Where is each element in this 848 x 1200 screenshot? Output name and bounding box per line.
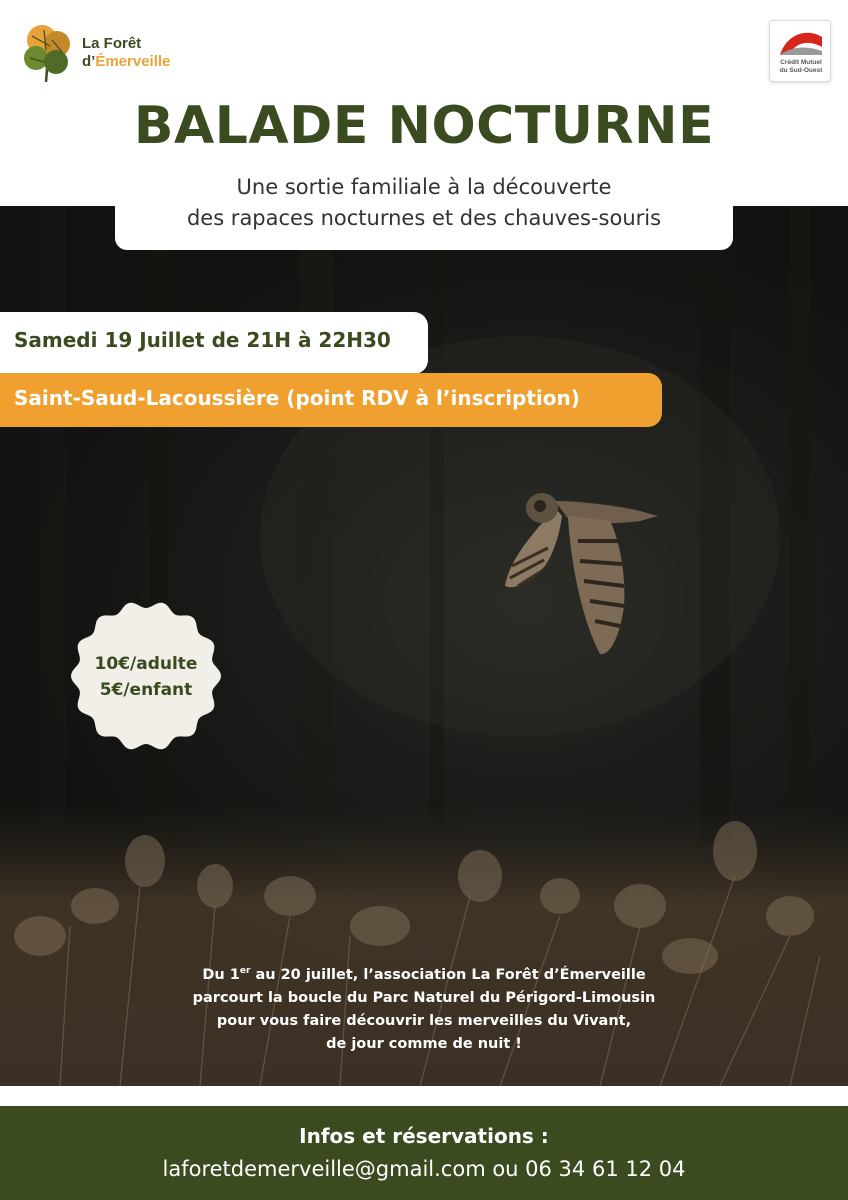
desc-line2: parcourt la boucle du Parc Naturel du Périgord-Limousin bbox=[192, 989, 656, 1006]
tree-leaf-logo-icon bbox=[22, 22, 74, 84]
desc-line1: au 20 juillet, l’association La Forêt d’Émerveille bbox=[250, 966, 646, 983]
desc-line4: de jour comme de nuit ! bbox=[326, 1035, 522, 1052]
subtitle-line1: Une sortie familiale à la découverte bbox=[236, 175, 612, 199]
event-title: BALADE NOCTURNE bbox=[133, 96, 715, 156]
logo-prefix: d’ bbox=[82, 53, 96, 70]
la-foret-logo bbox=[22, 22, 170, 84]
footer-band bbox=[0, 1106, 848, 1200]
owl-icon bbox=[500, 486, 665, 666]
logo-accent: Émerveille bbox=[95, 53, 171, 70]
credit-mutuel-logo bbox=[769, 20, 831, 82]
sponsor-line1: Crédit Mutuel bbox=[780, 59, 822, 66]
price-adult: 10€/adulte bbox=[94, 654, 198, 674]
footer-divider bbox=[0, 1086, 848, 1106]
event-location: Saint-Saud-Lacoussière (point RDV à l’inscription) bbox=[14, 386, 580, 410]
subtitle-line2: des rapaces nocturnes et des chauves-souris bbox=[186, 206, 662, 230]
desc-line3: pour vous faire découvrir les merveilles du Vivant, bbox=[216, 1012, 632, 1029]
event-subtitle bbox=[0, 172, 848, 234]
logo-line1: La Forêt bbox=[82, 35, 142, 52]
desc-prefix: Du 1 bbox=[202, 966, 240, 983]
event-date: Samedi 19 Juillet de 21H à 22H30 bbox=[14, 328, 391, 352]
price-child: 5€/enfant bbox=[99, 680, 193, 700]
footer-contact: laforetdemerveille@gmail.com ou 06 34 61 12 04 bbox=[162, 1157, 686, 1181]
price-text bbox=[70, 651, 222, 703]
desc-sup: er bbox=[239, 966, 251, 976]
credit-mutuel-logo-icon bbox=[776, 25, 826, 57]
sponsor-line2: du Sud-Ouest bbox=[779, 66, 823, 74]
event-description bbox=[0, 960, 848, 1056]
footer-title: Infos et réservations : bbox=[299, 1124, 549, 1148]
